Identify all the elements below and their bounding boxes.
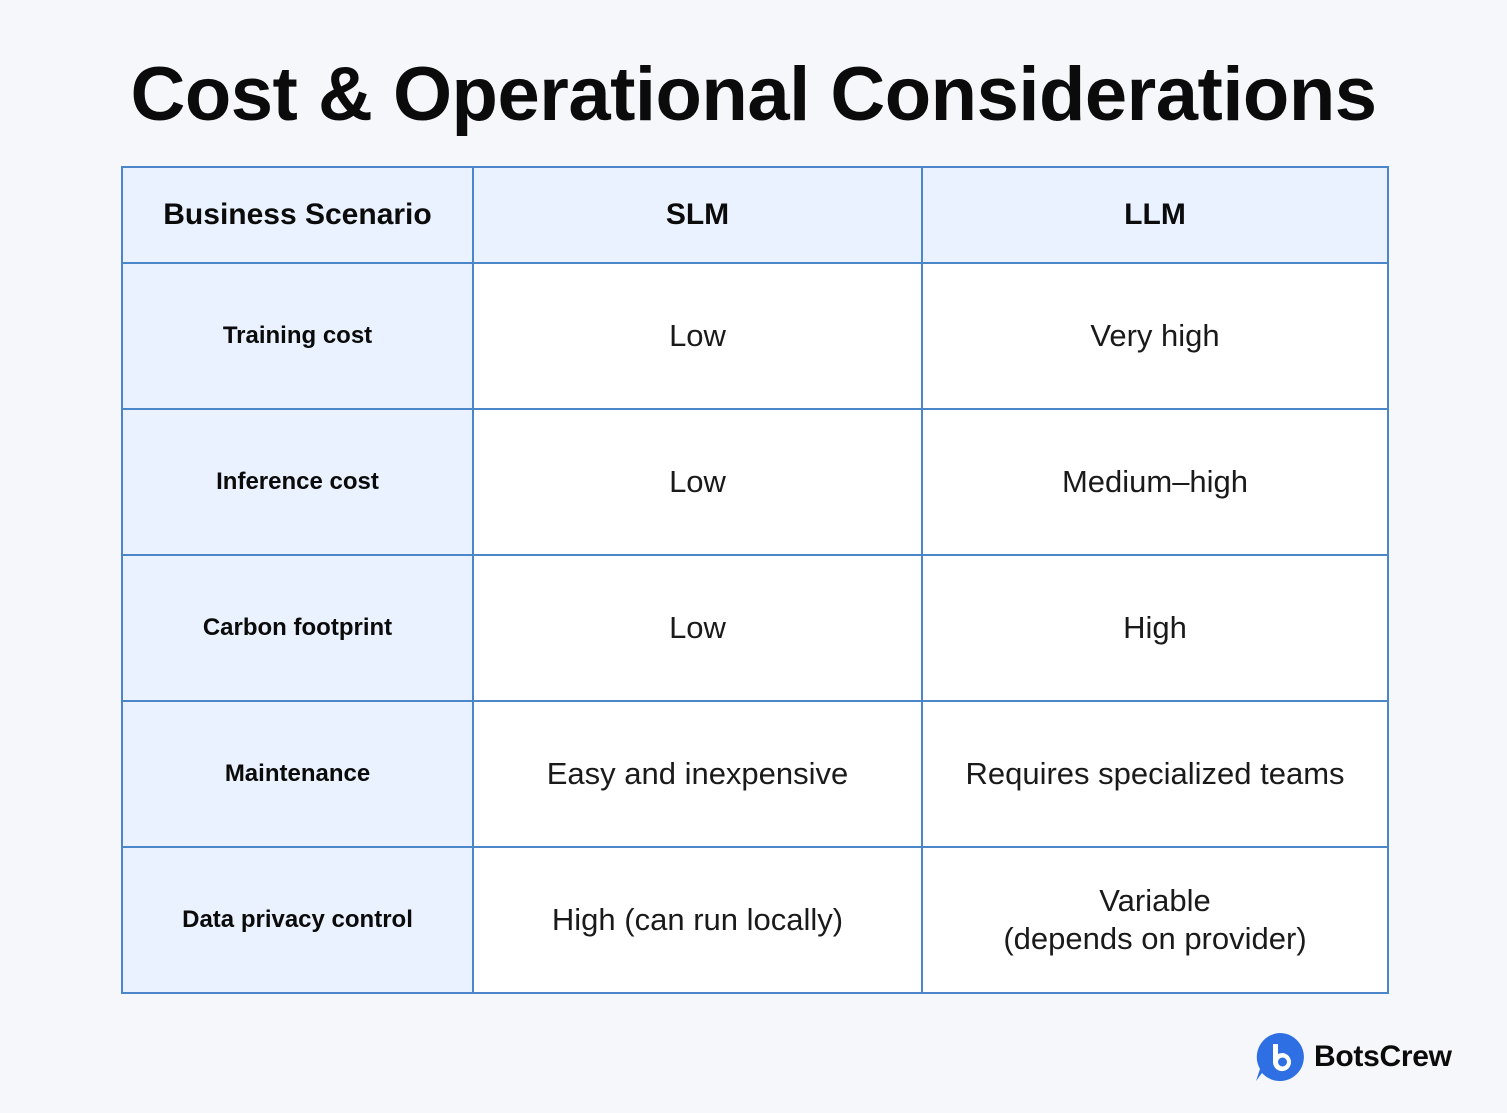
row-label: Inference cost [122,409,473,555]
slm-value: Low [473,555,922,701]
llm-value-line: Variable [1099,883,1211,918]
brand-name: BotsCrew [1314,1040,1452,1073]
table-row [122,555,1388,701]
row-label: Training cost [122,263,473,409]
llm-value: High [922,555,1388,701]
table-row [122,409,1388,555]
row-label: Maintenance [122,701,473,847]
comparison-table [121,166,1389,994]
table-row [122,701,1388,847]
slm-value: Easy and inexpensive [473,701,922,847]
brand-logo [1254,1031,1452,1083]
table-header-row [122,167,1388,263]
llm-value [922,847,1388,993]
llm-value: Very high [922,263,1388,409]
header-business-scenario: Business Scenario [122,167,473,263]
llm-value: Medium–high [922,409,1388,555]
slm-value: High (can run locally) [473,847,922,993]
table-row [122,263,1388,409]
llm-value-line: (depends on provider) [1003,921,1307,956]
slm-value: Low [473,263,922,409]
botscrew-logo-icon [1254,1031,1306,1083]
page-title: Cost & Operational Considerations [130,52,1377,137]
header-slm: SLM [473,167,922,263]
header-llm: LLM [922,167,1388,263]
table-row [122,847,1388,993]
row-label: Data privacy control [122,847,473,993]
slm-value: Low [473,409,922,555]
llm-value: Requires specialized teams [922,701,1388,847]
row-label: Carbon footprint [122,555,473,701]
